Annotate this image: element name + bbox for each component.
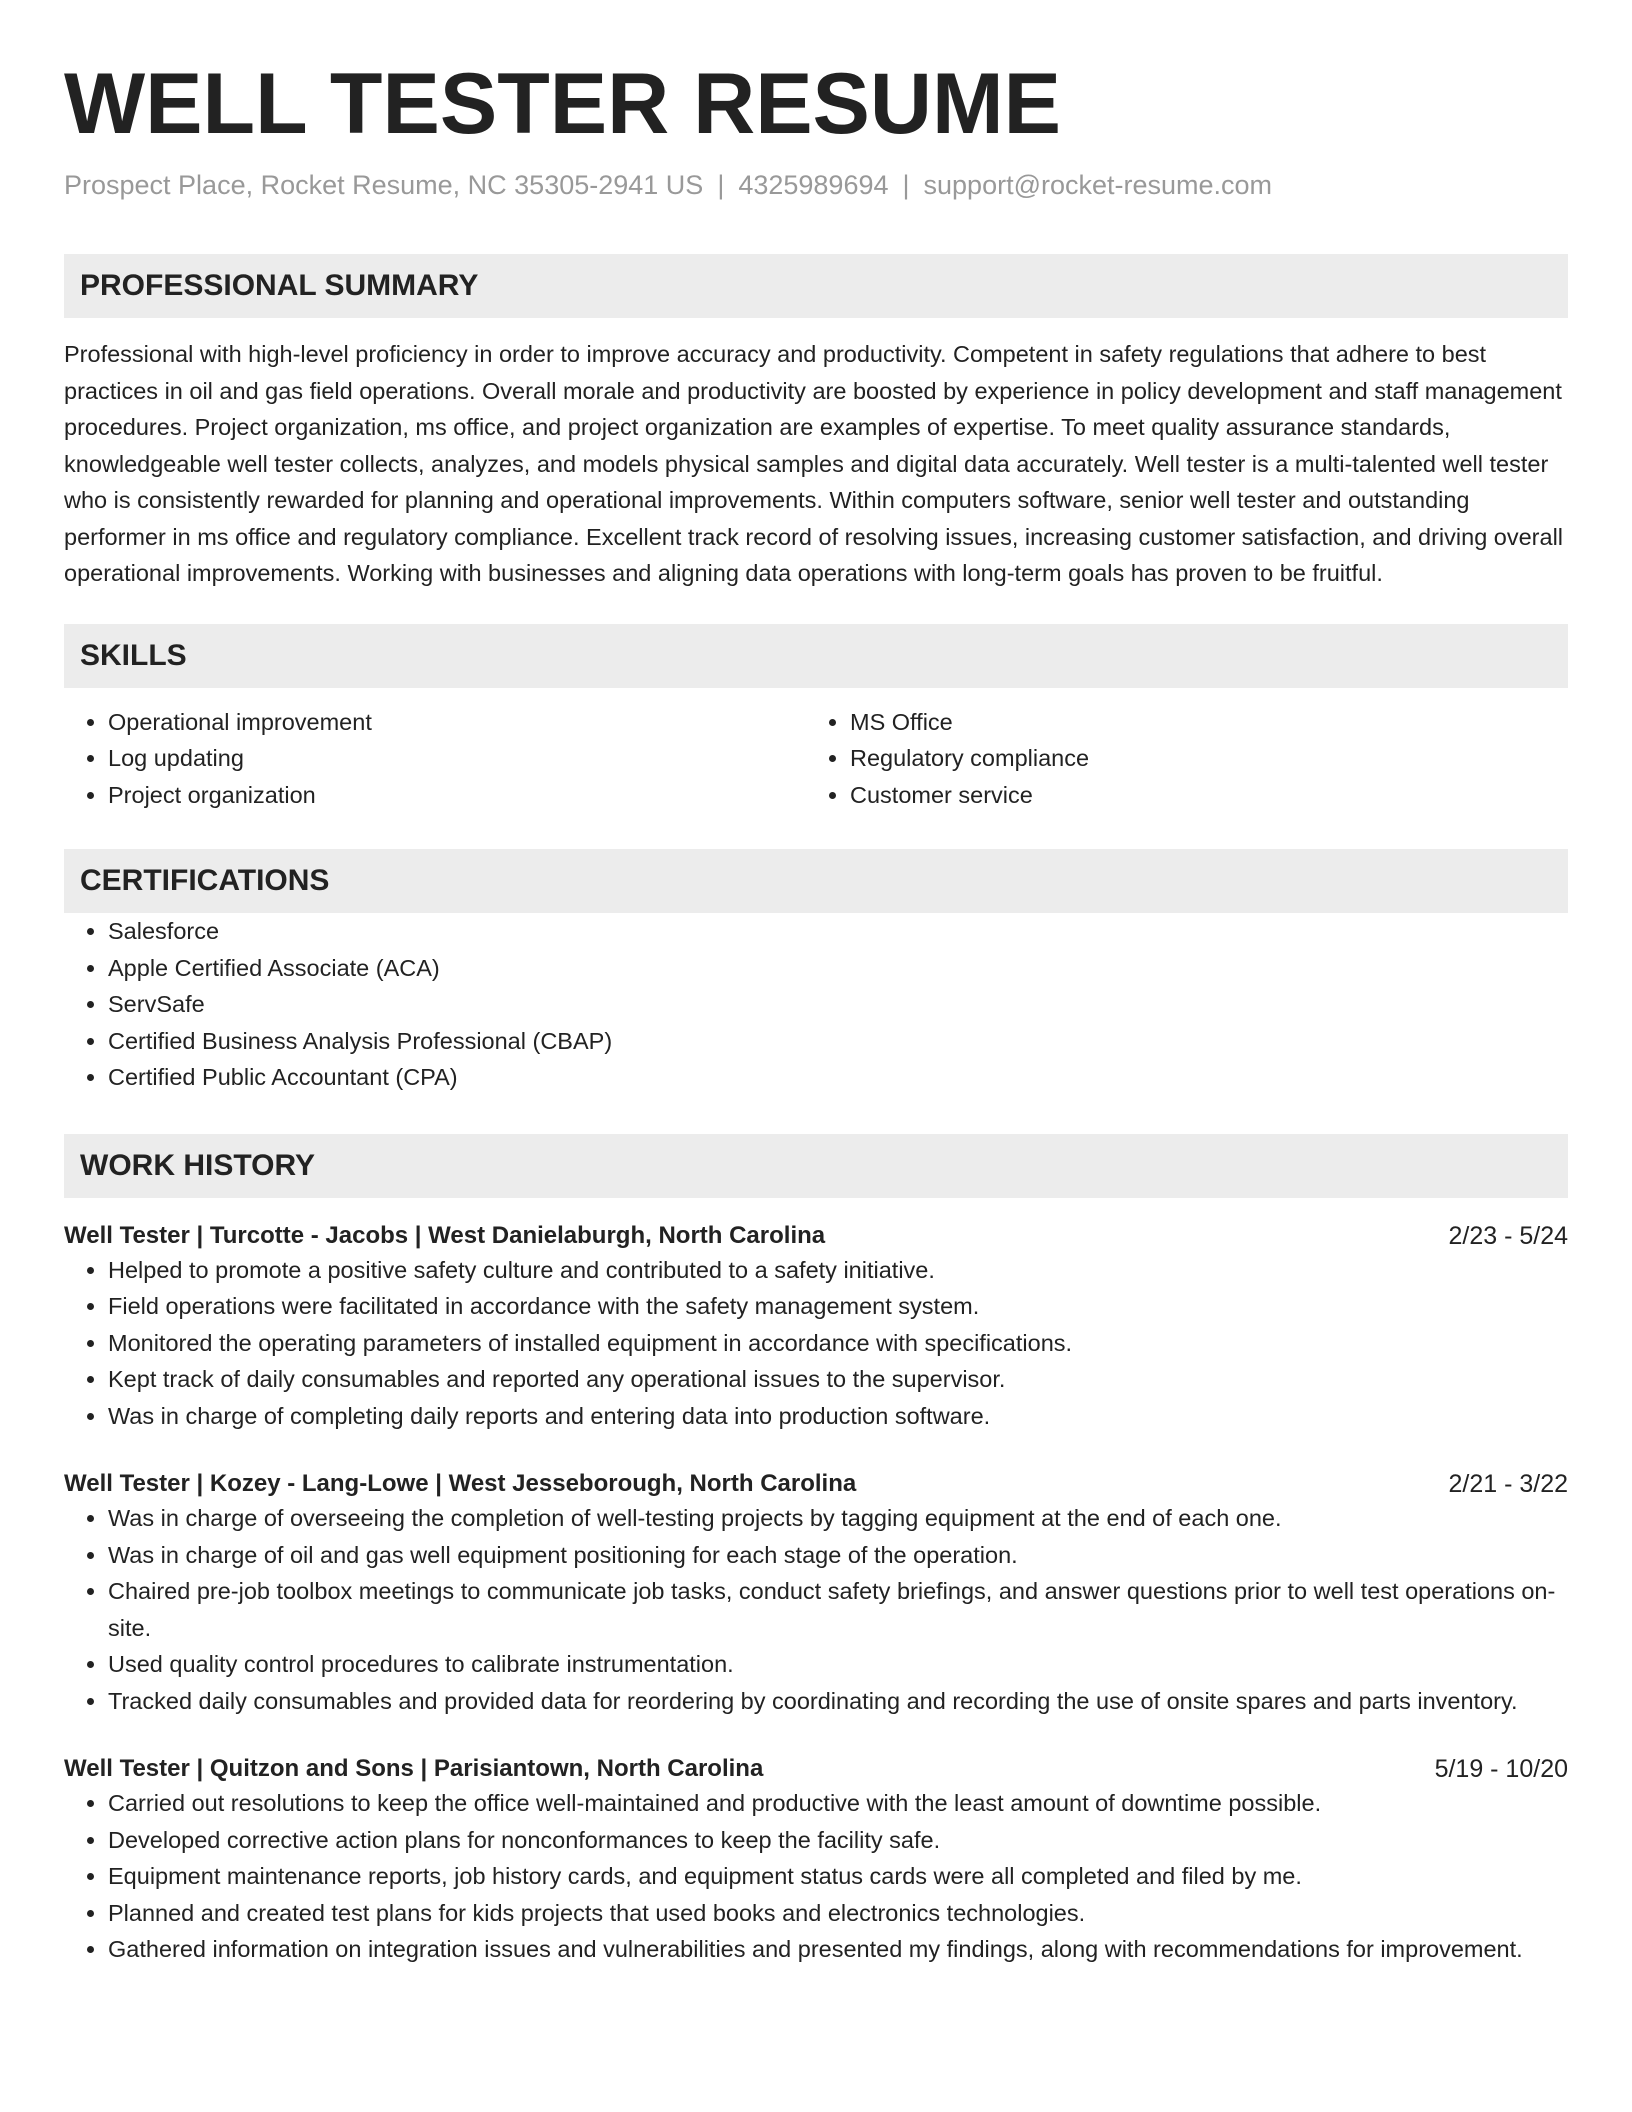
job-bullet: • Was in charge of oil and gas well equipment positioning for each stage of the operation.	[108, 1537, 1568, 1574]
job-entry	[64, 1220, 1568, 1435]
skills-column-right	[806, 704, 1548, 814]
job-dates: 5/19 - 10/20	[1434, 1755, 1568, 1783]
job-bullet: • Monitored the operating parameters of installed equipment in accordance with specifications.	[108, 1325, 1568, 1362]
contact-separator: |	[717, 170, 725, 200]
job-bullet: • Chaired pre-job toolbox meetings to communicate job tasks, conduct safety briefings, and answer questions prior to well test operations on-site.	[108, 1573, 1568, 1646]
certification-item: • ServSafe	[108, 986, 1568, 1023]
certification-item: • Salesforce	[108, 913, 1568, 950]
job-bullet: • Was in charge of overseeing the completion of well-testing projects by tagging equipment at the end of each one.	[108, 1500, 1568, 1537]
contact-email: support@rocket-resume.com	[923, 170, 1273, 200]
job-bullet: • Kept track of daily consumables and reported any operational issues to the supervisor.	[108, 1361, 1568, 1398]
job-header	[64, 1468, 1568, 1500]
certification-item: • Certified Public Accountant (CPA)	[108, 1059, 1568, 1096]
skill-item: • Project organization	[108, 777, 806, 814]
job-bullet-list	[64, 1500, 1568, 1719]
contact-phone: 4325989694	[738, 170, 889, 200]
summary-text: Professional with high-level proficiency in order to improve accuracy and productivity. Competent in safety regulations that adhere to best practices in oil and gas field operations. Overall morale and productivity are boosted by experience in policy development and staff management procedures. Project organization, ms office, and project organization are examples of expertise. To meet quality assurance standards, knowledgeable well tester collects, analyzes, and models physical samples and digital data accurately. Well tester is a multi-talented well tester who is consistently rewarded for planning and operational improvements. Within computers software, senior well tester and outstanding performer in ms office and regulatory compliance. Excellent track record of resolving issues, increasing customer satisfaction, and driving overall operational improvements. Working with businesses and aligning data operations with long-term goals has proven to be fruitful.	[64, 341, 1564, 586]
summary-heading: PROFESSIONAL SUMMARY	[64, 254, 1568, 318]
job-bullet: • Carried out resolutions to keep the office well-maintained and productive with the least amount of downtime possible.	[108, 1785, 1568, 1822]
skill-item: • MS Office	[850, 704, 1548, 741]
job-bullet-list	[64, 1252, 1568, 1435]
job-title: Well Tester | Quitzon and Sons | Parisiantown, North Carolina	[64, 1755, 764, 1782]
job-dates: 2/21 - 3/22	[1448, 1470, 1568, 1498]
skill-item: • Customer service	[850, 777, 1548, 814]
contact-line	[64, 168, 1568, 202]
skill-item: • Operational improvement	[108, 704, 806, 741]
job-bullet: • Equipment maintenance reports, job history cards, and equipment status cards were all completed and filed by me.	[108, 1858, 1568, 1895]
certification-item: • Certified Business Analysis Professional (CBAP)	[108, 1023, 1568, 1060]
resume-page	[64, 0, 1568, 1968]
skills-column-left	[64, 704, 806, 814]
work-history-heading: WORK HISTORY	[64, 1134, 1568, 1198]
job-bullet: • Helped to promote a positive safety culture and contributed to a safety initiative.	[108, 1252, 1568, 1289]
certifications-list	[64, 913, 1568, 1096]
job-bullet: • Field operations were facilitated in accordance with the safety management system.	[108, 1288, 1568, 1325]
job-entry	[64, 1753, 1568, 1968]
resume-title: WELL TESTER RESUME	[64, 56, 1062, 152]
job-bullet: • Tracked daily consumables and provided data for reordering by coordinating and recording the use of onsite spares and parts inventory.	[108, 1683, 1568, 1720]
job-entry	[64, 1468, 1568, 1719]
skills-grid	[64, 704, 1568, 814]
job-bullet: • Was in charge of completing daily reports and entering data into production software.	[108, 1398, 1568, 1435]
skills-list-right	[806, 704, 1548, 814]
skill-item: • Regulatory compliance	[850, 740, 1548, 777]
job-bullet: • Developed corrective action plans for nonconformances to keep the facility safe.	[108, 1822, 1568, 1859]
certifications-heading: CERTIFICATIONS	[64, 849, 1568, 913]
job-dates: 2/23 - 5/24	[1448, 1221, 1568, 1250]
contact-address: Prospect Place, Rocket Resume, NC 35305-2941 US	[64, 170, 704, 200]
job-title: Well Tester | Turcotte - Jacobs | West Danielaburgh, North Carolina	[64, 1221, 826, 1249]
certification-item: • Apple Certified Associate (ACA)	[108, 950, 1568, 987]
job-header	[64, 1220, 1568, 1252]
skills-heading: SKILLS	[64, 624, 1568, 688]
job-bullet: • Gathered information on integration issues and vulnerabilities and presented my findings, along with recommendations for improvement.	[108, 1931, 1568, 1968]
job-bullet: • Used quality control procedures to calibrate instrumentation.	[108, 1646, 1568, 1683]
skills-list-left	[64, 704, 806, 814]
skill-item: • Log updating	[108, 740, 806, 777]
job-bullet-list	[64, 1785, 1568, 1968]
job-bullet: • Planned and created test plans for kids projects that used books and electronics technologies.	[108, 1895, 1568, 1932]
job-header	[64, 1753, 1568, 1785]
job-title: Well Tester | Kozey - Lang-Lowe | West Jesseborough, North Carolina	[64, 1470, 857, 1497]
contact-separator: |	[902, 170, 910, 200]
